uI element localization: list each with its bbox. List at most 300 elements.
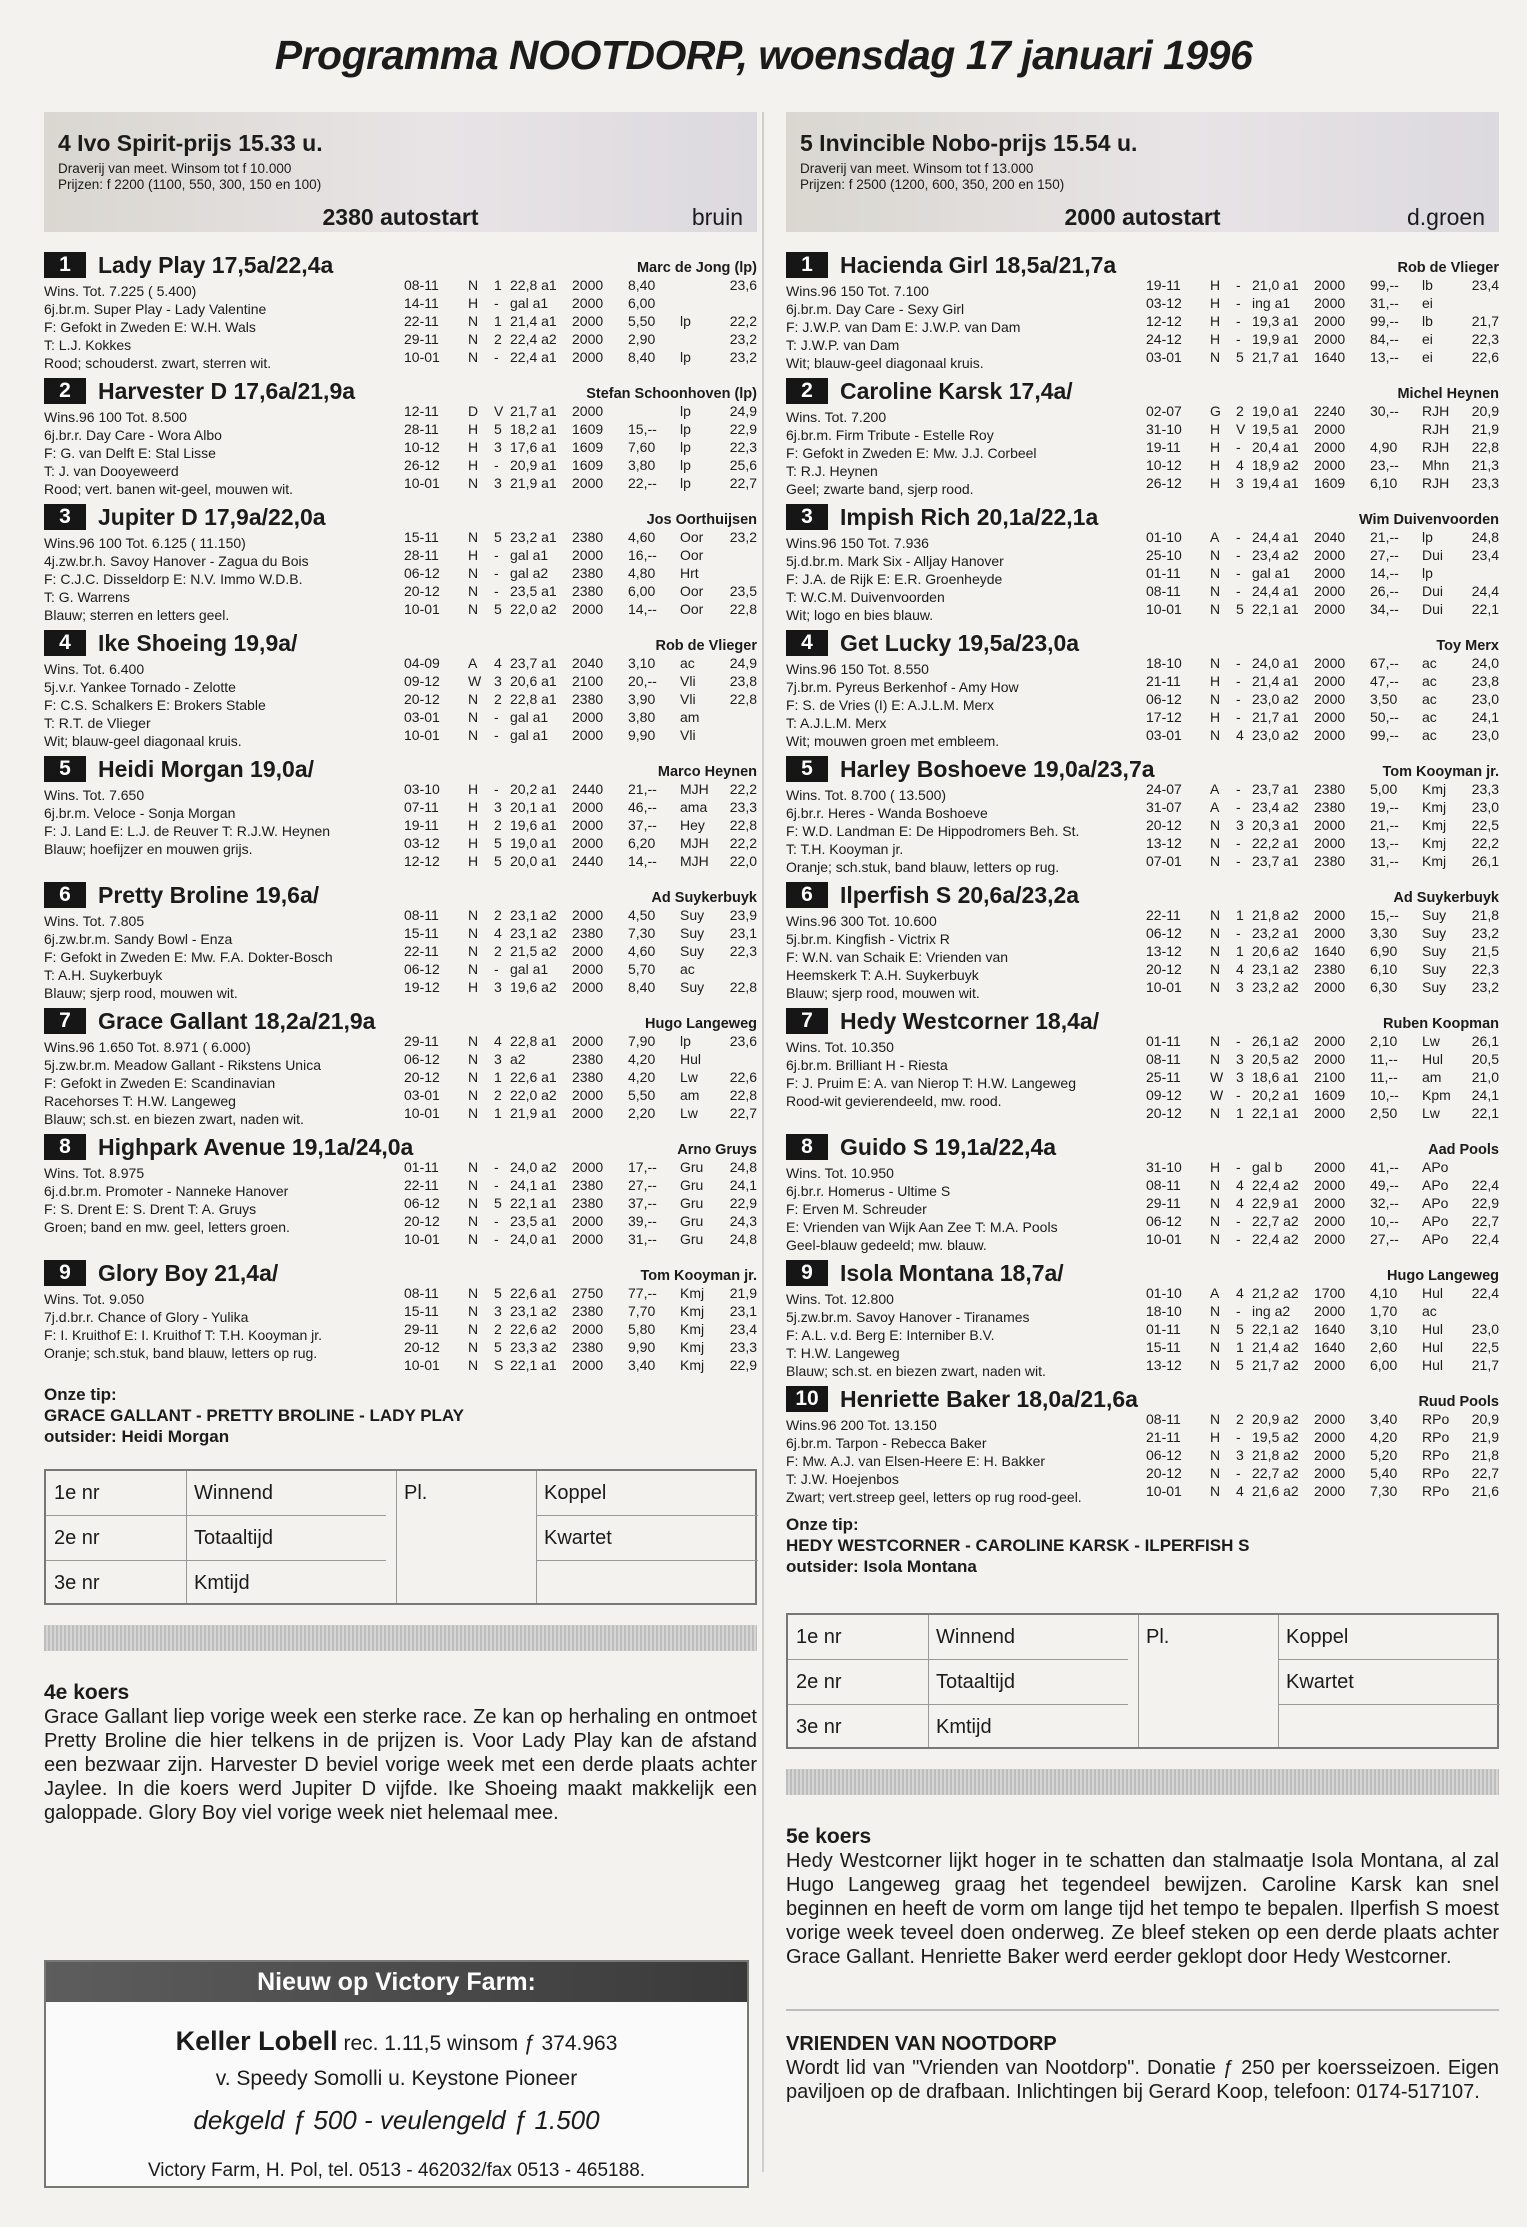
horse-info xyxy=(786,534,1142,624)
result-cell: 21,6 a2 xyxy=(1252,1483,1299,1499)
result-cell: 21,8 a2 xyxy=(1252,1447,1299,1463)
result-cell: Suy xyxy=(680,907,705,923)
result-row xyxy=(1146,1176,1499,1194)
result-cell: - xyxy=(1236,1303,1241,1319)
club-notice xyxy=(786,2033,1499,2104)
result-cell: 5 xyxy=(494,1339,502,1355)
result-cell: 14-11 xyxy=(404,295,439,311)
result-cell: 2000 xyxy=(1314,979,1346,995)
result-cell: 2 xyxy=(494,691,502,707)
result-row xyxy=(404,1356,757,1374)
horse-info xyxy=(44,408,400,498)
result-cell: H xyxy=(468,979,479,995)
result-cell: N xyxy=(1210,1411,1221,1427)
result-cell: 23,5 a1 xyxy=(510,583,557,599)
start-number: 6 xyxy=(44,882,86,908)
result-cell: A xyxy=(1210,1285,1220,1301)
form-divider xyxy=(186,1471,187,1603)
result-cell: 20-12 xyxy=(1146,961,1182,977)
form-cell: Totaaltijd xyxy=(186,1516,386,1561)
result-cell: N xyxy=(1210,601,1221,617)
result-cell: N xyxy=(468,1339,479,1355)
info-line: Oranje; sch.stuk, band blauw, letters op rug. xyxy=(786,859,1060,875)
info-line: 6j.br.m. Tarpon - Rebecca Baker xyxy=(786,1435,987,1451)
result-cell: 22,4 a2 xyxy=(510,331,557,347)
result-cell: RJH xyxy=(1422,403,1450,419)
result-row xyxy=(404,834,757,852)
info-line: Wins. Tot. 7.650 xyxy=(44,787,145,803)
result-cell: 2000 xyxy=(572,727,604,743)
horse-entry xyxy=(786,1258,1499,1384)
result-cell: 2000 xyxy=(1314,907,1346,923)
start-number: 3 xyxy=(44,504,86,530)
horse-name: Glory Boy 21,4a/ xyxy=(98,1259,279,1286)
result-cell: 19,0 a1 xyxy=(1252,403,1299,419)
result-cell: - xyxy=(1236,565,1241,581)
info-line: Wins. Tot. 9.050 xyxy=(44,1291,145,1307)
result-cell: 06-12 xyxy=(404,565,440,581)
result-cell: lp xyxy=(680,439,691,455)
result-cell: 20,9 xyxy=(1471,403,1499,419)
result-cell: 10-01 xyxy=(1146,979,1182,995)
result-cell: 10,-- xyxy=(1370,1087,1399,1103)
result-cell: Kmj xyxy=(1422,817,1447,833)
result-cell: 20-12 xyxy=(1146,1465,1182,1481)
result-cell: 49,-- xyxy=(1370,1177,1399,1193)
result-cell: N xyxy=(468,727,479,743)
recent-results xyxy=(1146,1284,1499,1374)
info-line: 5j.zw.br.m. Savoy Hanover - Tiranames xyxy=(786,1309,1030,1325)
victory-farm-advert xyxy=(44,1960,749,2188)
result-cell: 8,40 xyxy=(628,979,656,995)
result-cell: 1 xyxy=(1236,1105,1244,1121)
result-cell: 21,9 xyxy=(729,1285,757,1301)
result-cell: 31,-- xyxy=(1370,295,1399,311)
result-cell: 2000 xyxy=(572,331,604,347)
result-row xyxy=(1146,654,1499,672)
result-cell: N xyxy=(1210,349,1221,365)
result-cell: 24,0 a1 xyxy=(1252,655,1299,671)
result-cell: - xyxy=(1236,835,1241,851)
result-cell: Gru xyxy=(680,1177,704,1193)
result-cell: 6,30 xyxy=(1370,979,1398,995)
result-cell: 23,4 xyxy=(1471,277,1499,293)
result-cell: 23,3 xyxy=(729,799,757,815)
result-cell: 2000 xyxy=(1314,1051,1346,1067)
horse-info xyxy=(786,1290,1142,1380)
result-cell: - xyxy=(1236,1429,1241,1445)
result-row xyxy=(404,348,757,366)
result-cell: 21,7 a1 xyxy=(1252,349,1299,365)
result-cell: 22,7 a2 xyxy=(1252,1465,1299,1481)
result-cell: N xyxy=(468,1177,479,1193)
result-cell: 19,4 a1 xyxy=(1252,475,1299,491)
result-cell: N xyxy=(468,1159,479,1175)
result-cell: Oor xyxy=(680,529,704,545)
result-cell: 1700 xyxy=(1314,1285,1346,1301)
result-cell: 10-12 xyxy=(404,439,440,455)
page-title: Programma NOOTDORP, woensdag 17 januari 1996 xyxy=(274,32,1253,78)
result-row xyxy=(1146,438,1499,456)
result-cell: 2000 xyxy=(572,835,604,851)
result-cell: 23,3 xyxy=(1471,475,1499,491)
result-cell: N xyxy=(1210,1483,1221,1499)
result-cell: ei xyxy=(1422,331,1433,347)
result-cell: 2000 xyxy=(572,547,604,563)
result-cell: 2000 xyxy=(1314,1033,1346,1049)
start-number: 9 xyxy=(44,1260,86,1286)
info-line: T: J.W. Hoejenbos xyxy=(786,1471,899,1487)
form-cell: 1e nr xyxy=(46,1471,186,1516)
result-cell: 23,1 a2 xyxy=(510,907,557,923)
recent-results xyxy=(404,1284,757,1374)
result-cell: 2380 xyxy=(572,1195,604,1211)
result-cell: N xyxy=(1210,1195,1221,1211)
race-title: 5 Invincible Nobo-prijs 15.54 u. xyxy=(800,130,1138,156)
info-line: Wit; blauw-geel diagonaal kruis. xyxy=(786,355,984,371)
info-line: Blauw; sterren en letters geel. xyxy=(44,607,230,623)
result-cell: 22-11 xyxy=(404,943,439,959)
result-cell: 2380 xyxy=(572,1339,604,1355)
result-cell: 10-01 xyxy=(404,475,440,491)
result-row xyxy=(404,1338,757,1356)
result-cell: 2,60 xyxy=(1370,1339,1398,1355)
result-cell: 2040 xyxy=(572,655,604,671)
recent-results xyxy=(1146,1410,1499,1500)
result-cell: 26-12 xyxy=(404,457,440,473)
info-line: F: C.J.C. Disseldorp E: N.V. Immo W.D.B. xyxy=(44,571,303,587)
result-cell: ei xyxy=(1422,295,1433,311)
result-cell: 1640 xyxy=(1314,349,1346,365)
result-cell: 2100 xyxy=(1314,1069,1346,1085)
result-cell: 26,1 xyxy=(1471,1033,1499,1049)
result-cell: 2000 xyxy=(1314,295,1346,311)
info-line: Wins.96 150 Tot. 7.936 xyxy=(786,535,929,551)
result-cell xyxy=(724,294,757,312)
info-line: F: J. Pruim E: A. van Nierop T: H.W. Langeweg xyxy=(786,1075,1076,1091)
result-cell: am xyxy=(680,1087,700,1103)
result-cell: 5,50 xyxy=(628,1087,656,1103)
result-cell: D xyxy=(468,403,479,419)
driver-name: Rob de Vlieger xyxy=(655,638,757,654)
result-cell: 22,8 xyxy=(729,1087,757,1103)
horse-entry xyxy=(786,502,1499,628)
result-row xyxy=(404,816,757,834)
result-cell: 20,3 a1 xyxy=(1252,817,1299,833)
horse-entry xyxy=(786,376,1499,502)
result-cell: 20,0 a1 xyxy=(510,853,557,869)
result-cell: 22,6 xyxy=(1471,349,1499,365)
result-cell: 22,1 a1 xyxy=(510,1357,557,1373)
horse-name: Grace Gallant 18,2a/21,9a xyxy=(98,1007,376,1034)
result-cell: 5 xyxy=(494,835,502,851)
result-cell: 84,-- xyxy=(1370,331,1399,347)
result-cell: 03-01 xyxy=(404,709,440,725)
result-row xyxy=(404,294,757,312)
result-cell: RPo xyxy=(1422,1447,1450,1463)
result-cell: N xyxy=(1210,835,1221,851)
result-cell: 19-11 xyxy=(1146,277,1181,293)
result-cell: 3 xyxy=(494,439,502,455)
result-row xyxy=(1146,330,1499,348)
result-cell: 24,1 a1 xyxy=(510,1177,557,1193)
result-cell: 18-10 xyxy=(1146,655,1182,671)
info-line: 6j.br.m. Super Play - Lady Valentine xyxy=(44,301,267,317)
result-cell: 21,8 a2 xyxy=(1252,907,1299,923)
result-cell xyxy=(724,726,757,744)
result-cell: 2000 xyxy=(1314,1483,1346,1499)
result-cell: 2000 xyxy=(572,403,604,419)
result-cell: 2 xyxy=(494,1321,502,1337)
form-divider xyxy=(536,1471,537,1603)
horse-entry xyxy=(786,754,1499,880)
horse-name: Impish Rich 20,1a/22,1a xyxy=(840,503,1099,530)
horse-entry xyxy=(44,1258,757,1384)
result-cell xyxy=(680,294,724,312)
result-cell: 2000 xyxy=(1314,835,1346,851)
result-cell: 23,2 a1 xyxy=(1252,925,1299,941)
info-line: F: Gefokt in Zweden E: Mw. F.A. Dokter-Bosch xyxy=(44,949,333,965)
result-cell: N xyxy=(1210,727,1221,743)
result-row xyxy=(1146,1338,1499,1356)
result-cell: 2 xyxy=(494,1087,502,1103)
result-row xyxy=(1146,924,1499,942)
result-cell: Kmj xyxy=(680,1339,705,1355)
result-row xyxy=(1146,852,1499,870)
result-cell: H xyxy=(468,295,479,311)
result-cell: 2000 xyxy=(1314,313,1346,329)
result-cell: 2 xyxy=(1236,403,1244,419)
result-row xyxy=(1146,564,1499,582)
result-row xyxy=(1146,726,1499,744)
info-line: F: J.W.P. van Dam E: J.W.P. van Dam xyxy=(786,319,1021,335)
tip-outsider: outsider: Isola Montana xyxy=(786,1557,977,1576)
result-form xyxy=(786,1613,1499,1749)
form-divider xyxy=(396,1471,397,1603)
result-cell: RPo xyxy=(1422,1411,1450,1427)
result-cell: 08-11 xyxy=(1146,1177,1181,1193)
info-line: Blauw; sch.st. en biezen zwart, naden wit. xyxy=(44,1111,304,1127)
result-cell: 09-12 xyxy=(404,673,440,689)
horse-name: Henriette Baker 18,0a/21,6a xyxy=(840,1385,1138,1412)
result-cell xyxy=(724,564,757,582)
info-line: T: T.H. Kooyman jr. xyxy=(786,841,904,857)
result-cell: N xyxy=(1210,817,1221,833)
report-text: Grace Gallant liep vorige week een sterke race. Ze kan op herhaling en ontmoet Pretty Broline die hier telkens in de prijzen is. Voor Lady Play kan de afstand een bezwaar zijn. Harvester D beviel vorige week met een derde plaats achter Jaylee. In die koers werd Jupiter D vijfde. Ike Shoeing maakt makkelijk een galoppade. Glory Boy viel vorige week niet helemaal mee. xyxy=(44,1706,757,1824)
result-cell: 22,6 a1 xyxy=(510,1069,557,1085)
result-row xyxy=(1146,960,1499,978)
race-5-column xyxy=(786,112,1499,2104)
result-cell xyxy=(724,960,757,978)
horse-name: Ilperfish S 20,6a/23,2a xyxy=(840,881,1080,908)
result-cell: Hul xyxy=(1422,1357,1444,1373)
result-cell: Suy xyxy=(1422,979,1447,995)
result-row xyxy=(404,978,757,996)
result-cell: - xyxy=(494,1177,499,1193)
result-cell: N xyxy=(1210,583,1221,599)
result-cell: 34,-- xyxy=(1370,601,1399,617)
info-line: 6j.br.r. Day Care - Wora Albo xyxy=(44,427,222,443)
result-cell: Gru xyxy=(680,1213,704,1229)
result-cell: 13-12 xyxy=(1146,943,1182,959)
result-cell: 99,-- xyxy=(1370,313,1399,329)
result-cell: 19,6 a2 xyxy=(510,979,557,995)
info-line: Zwart; vert.streep geel, letters op rug rood-geel. xyxy=(786,1489,1082,1505)
result-cell: 21,6 xyxy=(1471,1483,1499,1499)
tip-label: Onze tip: xyxy=(44,1385,117,1404)
result-cell: 21,9 xyxy=(1471,1429,1499,1445)
result-cell: H xyxy=(1210,709,1221,725)
horse-name: Ike Shoeing 19,9a/ xyxy=(98,629,298,656)
result-cell: - xyxy=(1236,331,1241,347)
result-cell: 23,2 xyxy=(729,529,757,545)
result-cell: Kmj xyxy=(1422,799,1447,815)
info-line: F: Mw. A.J. van Elsen-Heere E: H. Bakker xyxy=(786,1453,1046,1469)
result-cell: 47,-- xyxy=(1370,673,1399,689)
result-cell: N xyxy=(1210,1357,1221,1373)
info-line: Wit; logo en bies blauw. xyxy=(786,607,934,623)
result-row xyxy=(404,1320,757,1338)
result-cell: gal a1 xyxy=(510,295,549,311)
result-cell: MJH xyxy=(680,853,709,869)
result-cell: 6,00 xyxy=(628,583,656,599)
result-cell: 2000 xyxy=(572,943,604,959)
result-cell: RJH xyxy=(1422,475,1450,491)
result-cell: - xyxy=(494,565,499,581)
result-cell: 18-10 xyxy=(1146,1303,1182,1319)
horse-name: Heidi Morgan 19,0a/ xyxy=(98,755,315,782)
result-cell: 4,60 xyxy=(628,943,656,959)
result-cell: N xyxy=(1210,853,1221,869)
info-line: 5j.zw.br.m. Meadow Gallant - Rikstens Unica xyxy=(44,1057,321,1073)
result-cell: 6,20 xyxy=(628,835,656,851)
result-cell: ac xyxy=(1422,655,1437,671)
result-row xyxy=(1146,348,1499,366)
info-line: 4j.zw.br.h. Savoy Hanover - Zagua du Bois xyxy=(44,553,309,569)
result-cell: W xyxy=(468,673,482,689)
recent-results xyxy=(1146,1032,1499,1122)
result-row xyxy=(1146,1158,1499,1176)
form-cell: Kmtijd xyxy=(194,1572,250,1594)
result-cell: 10,-- xyxy=(1370,1213,1399,1229)
race-conditions: Draverij van meet. Winsom tot f 10.000 xyxy=(58,161,292,176)
result-cell: 2000 xyxy=(1314,1303,1346,1319)
result-cell: 2000 xyxy=(1314,583,1346,599)
result-cell: 24,3 xyxy=(729,1213,757,1229)
result-cell: 23,2 xyxy=(1471,925,1499,941)
result-cell: 31-07 xyxy=(1146,799,1182,815)
info-line: Wit; blauw-geel diagonaal kruis. xyxy=(44,733,242,749)
recent-results xyxy=(404,654,757,744)
result-cell: 23,5 a1 xyxy=(510,1213,557,1229)
result-cell: - xyxy=(1236,1231,1241,1247)
result-row xyxy=(1146,600,1499,618)
result-cell: 2 xyxy=(494,943,502,959)
result-cell: 15-11 xyxy=(1146,1339,1181,1355)
result-cell: 1640 xyxy=(1314,1339,1346,1355)
result-cell: 22,1 a1 xyxy=(1252,601,1299,617)
result-cell: 1609 xyxy=(1314,475,1346,491)
result-cell: 1609 xyxy=(572,421,604,437)
result-cell: 18,9 a2 xyxy=(1252,457,1299,473)
result-cell: 20-12 xyxy=(404,583,440,599)
result-cell: 2000 xyxy=(572,799,604,815)
result-cell: 19,5 a2 xyxy=(1252,1429,1299,1445)
result-cell: - xyxy=(1236,709,1241,725)
result-cell: 3 xyxy=(494,1051,502,1067)
result-cell: 23,1 a2 xyxy=(510,1303,557,1319)
result-cell: 06-12 xyxy=(1146,925,1182,941)
tip-label: Onze tip: xyxy=(786,1515,859,1534)
result-cell: 23,0 xyxy=(1471,691,1499,707)
result-cell: N xyxy=(468,1195,479,1211)
result-cell: 29-11 xyxy=(404,331,439,347)
result-cell: 2000 xyxy=(572,601,604,617)
result-cell: V xyxy=(494,403,504,419)
recent-results xyxy=(404,1032,757,1122)
result-cell: 3,40 xyxy=(1370,1411,1398,1427)
result-cell: 23,0 a2 xyxy=(1252,691,1299,707)
result-cell: lp xyxy=(680,475,691,491)
result-cell: 31,-- xyxy=(1370,853,1399,869)
result-row xyxy=(1146,402,1499,420)
result-row xyxy=(1146,546,1499,564)
result-cell: 22,2 a1 xyxy=(1252,835,1299,851)
result-cell: 2000 xyxy=(572,475,604,491)
result-cell: - xyxy=(1236,1465,1241,1481)
result-cell: 9,90 xyxy=(628,727,656,743)
result-cell: Kmj xyxy=(680,1303,705,1319)
result-cell: 23,0 xyxy=(1471,727,1499,743)
result-cell: N xyxy=(1210,691,1221,707)
result-cell: 2,10 xyxy=(1370,1033,1398,1049)
result-cell: Oor xyxy=(680,601,704,617)
result-cell: 01-11 xyxy=(1146,1321,1181,1337)
race-conditions: Draverij van meet. Winsom tot f 13.000 xyxy=(800,161,1034,176)
result-cell: 28-11 xyxy=(404,547,439,563)
result-cell: - xyxy=(1236,547,1241,563)
result-cell: 23,2 a2 xyxy=(1252,979,1299,995)
result-cell: 2000 xyxy=(1314,817,1346,833)
info-line: 7j.d.br.r. Chance of Glory - Yulika xyxy=(44,1309,249,1325)
result-row xyxy=(1146,708,1499,726)
horse-entry xyxy=(44,628,757,754)
horse-name: Isola Montana 18,7a/ xyxy=(840,1259,1064,1286)
result-cell: 2380 xyxy=(572,1177,604,1193)
result-cell: N xyxy=(468,1213,479,1229)
result-cell: 24-07 xyxy=(1146,781,1182,797)
result-cell: H xyxy=(468,817,479,833)
driver-name: Tom Kooyman jr. xyxy=(640,1268,757,1284)
result-cell: 3,90 xyxy=(628,691,656,707)
result-cell: N xyxy=(468,1105,479,1121)
result-cell: 22-11 xyxy=(1146,907,1181,923)
result-cell: 08-11 xyxy=(404,907,439,923)
result-cell: 22,8 xyxy=(1471,439,1499,455)
result-cell: 1609 xyxy=(572,439,604,455)
result-cell: lp xyxy=(680,457,691,473)
result-cell: 19-12 xyxy=(404,979,440,995)
divider-line xyxy=(786,2009,1499,2011)
result-cell: 2000 xyxy=(1314,565,1346,581)
result-cell: - xyxy=(1236,1159,1241,1175)
horse-list xyxy=(786,250,1499,1510)
result-cell xyxy=(724,708,757,726)
result-cell: lp xyxy=(680,1033,691,1049)
result-cell: Kmj xyxy=(1422,853,1447,869)
result-row xyxy=(404,1104,757,1122)
result-cell: 15-11 xyxy=(404,1303,439,1319)
